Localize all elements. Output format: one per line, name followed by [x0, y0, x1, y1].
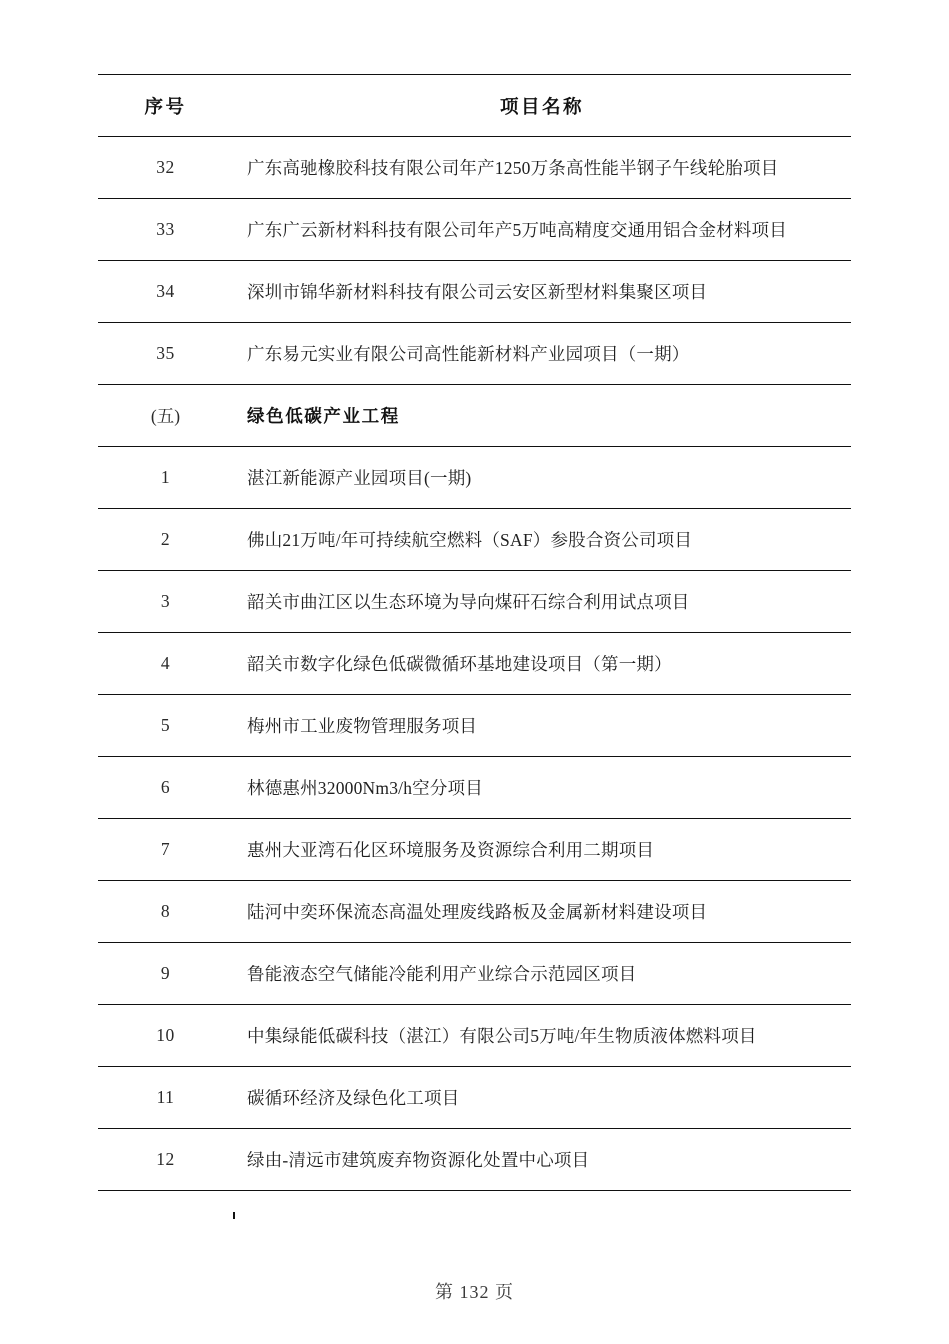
- table-header: [98, 75, 851, 137]
- row-project-name-cell: 陆河中奕环保流态高温处理废线路板及金属新材料建设项目: [233, 881, 851, 943]
- table-body: [98, 137, 851, 1191]
- row-project-name-cell: 湛江新能源产业园项目(一期): [233, 447, 851, 509]
- row-seq-cell: 7: [98, 819, 233, 881]
- row-project-name-cell: 碳循环经济及绿色化工项目: [233, 1067, 851, 1129]
- table-row: [98, 509, 851, 571]
- table-row: [98, 1129, 851, 1191]
- row-project-name-cell: 梅州市工业废物管理服务项目: [233, 695, 851, 757]
- page-footer: 第 132 页: [435, 1282, 514, 1302]
- row-seq-cell: 3: [98, 571, 233, 633]
- row-seq-cell: 1: [98, 447, 233, 509]
- column-header-seq: 序号: [98, 75, 233, 137]
- row-project-name-cell: 惠州大亚湾石化区环境服务及资源综合利用二期项目: [233, 819, 851, 881]
- table-row: [98, 943, 851, 1005]
- table-section-row: [98, 385, 851, 447]
- section-number-cell: (五): [98, 385, 233, 447]
- section-title-cell: 绿色低碳产业工程: [233, 385, 851, 447]
- row-project-name-cell: 深圳市锦华新材料科技有限公司云安区新型材料集聚区项目: [233, 261, 851, 323]
- row-project-name-cell: 佛山21万吨/年可持续航空燃料（SAF）参股合资公司项目: [233, 509, 851, 571]
- table-row: [98, 571, 851, 633]
- row-project-name-cell: 林德惠州32000Nm3/h空分项目: [233, 757, 851, 819]
- table-header-row: [98, 75, 851, 137]
- row-project-name-cell: 绿由-清远市建筑废弃物资源化处置中心项目: [233, 1129, 851, 1191]
- row-project-name-cell: 鲁能液态空气储能冷能利用产业综合示范园区项目: [233, 943, 851, 1005]
- table-row: [98, 881, 851, 943]
- row-project-name-cell: 广东广云新材料科技有限公司年产5万吨高精度交通用铝合金材料项目: [233, 199, 851, 261]
- row-seq-cell: 11: [98, 1067, 233, 1129]
- row-seq-cell: 34: [98, 261, 233, 323]
- table-row: [98, 1005, 851, 1067]
- column-divider-tail: [233, 1212, 235, 1219]
- table-row: [98, 695, 851, 757]
- row-seq-cell: 8: [98, 881, 233, 943]
- row-project-name-cell: 中集绿能低碳科技（湛江）有限公司5万吨/年生物质液体燃料项目: [233, 1005, 851, 1067]
- table-row: [98, 819, 851, 881]
- table-row: [98, 447, 851, 509]
- row-project-name-cell: 广东易元实业有限公司高性能新材料产业园项目（一期）: [233, 323, 851, 385]
- table-row: [98, 633, 851, 695]
- table-row: [98, 199, 851, 261]
- row-seq-cell: 12: [98, 1129, 233, 1191]
- table-row: [98, 261, 851, 323]
- row-seq-cell: 2: [98, 509, 233, 571]
- project-list-table: [98, 74, 851, 1191]
- row-seq-cell: 33: [98, 199, 233, 261]
- row-project-name-cell: 广东高驰橡胶科技有限公司年产1250万条高性能半钢子午线轮胎项目: [233, 137, 851, 199]
- row-project-name-cell: 韶关市曲江区以生态环境为导向煤矸石综合利用试点项目: [233, 571, 851, 633]
- table-row: [98, 137, 851, 199]
- row-seq-cell: 6: [98, 757, 233, 819]
- column-header-name: 项目名称: [233, 75, 851, 137]
- table-row: [98, 1067, 851, 1129]
- row-seq-cell: 10: [98, 1005, 233, 1067]
- table-row: [98, 757, 851, 819]
- row-project-name-cell: 韶关市数字化绿色低碳微循环基地建设项目（第一期）: [233, 633, 851, 695]
- row-seq-cell: 4: [98, 633, 233, 695]
- table-row: [98, 323, 851, 385]
- row-seq-cell: 5: [98, 695, 233, 757]
- row-seq-cell: 32: [98, 137, 233, 199]
- row-seq-cell: 35: [98, 323, 233, 385]
- row-seq-cell: 9: [98, 943, 233, 1005]
